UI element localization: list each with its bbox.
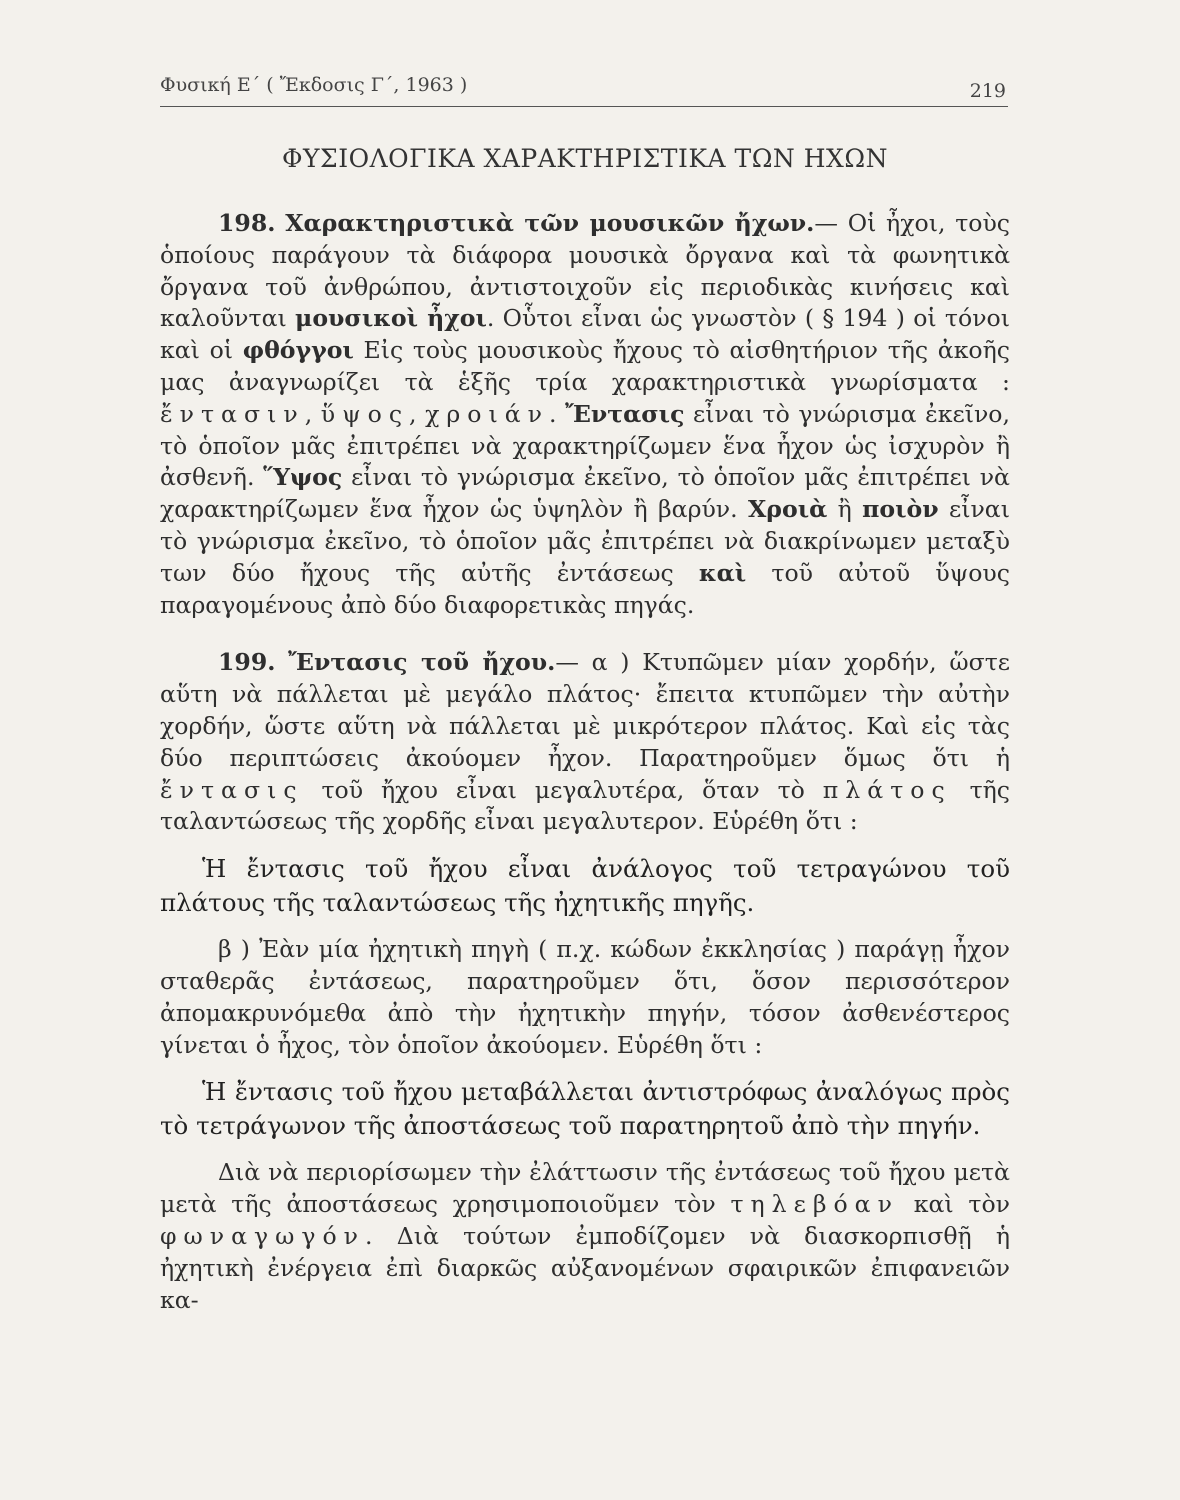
- spaced-term: ἔντασιν: [160, 399, 305, 428]
- running-title: Φυσική Ε΄ ( Ἔκδοσις Γ΄, 1963 ): [160, 74, 468, 96]
- text: ἢ: [827, 495, 863, 524]
- term: καὶ: [698, 558, 747, 587]
- term: Ὕψος: [263, 463, 343, 492]
- section-heading: Ἔντασις τοῦ ἤχου.: [288, 648, 556, 677]
- law-statement-distance: Ἡ ἔντασις τοῦ ἤχου μεταβάλλεται ἀντιστρόφως ἀναλόγως πρὸς τὸ τετράγωνον τῆς ἀποστάσεως τοῦ παρατηρητοῦ ἀπὸ τὴν πηγήν.: [160, 1077, 1010, 1141]
- spaced-term: ἔντασις: [160, 775, 304, 804]
- chapter-title: ΦΥΣΙΟΛΟΓΙΚΑ ΧΑΡΑΚΤΗΡΙΣΤΙΚΑ ΤΩΝ ΗΧΩΝ: [282, 144, 888, 173]
- term: φθόγγοι: [242, 336, 354, 365]
- text: — Οἱ ἦχοι, τοὺς ὁποίους παράγουν τὰ διάφορα μουσικὰ ὄργανα καὶ τὰ φωνητικὰ ὄργανα τοῦ ἀνθρώπου, ἀντιστοιχοῦν εἰς περιοδικὰς κινήσεις καὶ καλοῦνται: [160, 209, 1011, 333]
- law-statement-amplitude: Ἡ ἔντασις τοῦ ἤχου εἶναι ἀνάλογος τοῦ τετραγώνου τοῦ πλάτους τῆς ταλαντώσεως τῆς ἠχητικῆς πηγῆς.: [160, 854, 1010, 918]
- spaced-term: ὕψος: [320, 399, 410, 428]
- text: . Διὰ τούτων ἐμποδίζομεν νὰ διασκορπισθῇ ἡ ἠχητικὴ ἐνέργεια ἐπὶ διαρκῶς αὐξανομένων σφαιρικῶν ἐπιφανειῶν κα-: [160, 1221, 1010, 1314]
- text: τῆς ταλαντώσεως τῆς χορδῆς εἶναι μεγαλυτερον. Εὑρέθη ὅτι :: [160, 775, 1010, 836]
- section-number: 198.: [218, 209, 276, 237]
- page-number: 219: [969, 80, 1006, 102]
- text: εἶναι τὸ γνώρισμα ἐκεῖνο, τὸ ὁποῖον μᾶς ἐπιτρέπει νὰ διακρίνωμεν μεταξὺ των δύο ἤχους τῆς αὐτῆς ἐντάσεως: [160, 495, 1010, 587]
- spaced-term: πλάτος: [822, 775, 952, 804]
- text: — α ) Κτυπῶμεν μίαν χορδήν, ὥστε αὕτη νὰ πάλλεται μὲ μεγάλο πλάτος· ἔπειτα κτυπῶμεν τὴν αὐτὴν χορδήν, ὥστε αὕτη νὰ πάλλεται μὲ μικρότερον πλάτος. Καὶ εἰς τὰς δύο περιπτώσεις ἀκούομεν ἦχον. Παρατηροῦμεν ὅμως ὅτι ἡ: [160, 648, 1010, 772]
- section-198: [160, 208, 1010, 621]
- term: Ἔντασις: [565, 399, 685, 428]
- text: Διὰ νὰ περιορίσωμεν τὴν ἐλάττωσιν τῆς ἐντάσεως τοῦ ἤχου μετὰ μετὰ τῆς ἀποστάσεως χρησιμοποιοῦμεν τὸν: [160, 1158, 1010, 1219]
- running-header: [160, 66, 1008, 107]
- section-199-b: β ) Ἐὰν μία ἠχητικὴ πηγὴ ( π.χ. κώδων ἐκκλησίας ) παράγῃ ἦχον σταθερᾶς ἐντάσεως, παρατηροῦμεν ὅτι, ὅσον περισσότερον ἀπομακρυνόμεθα ἀπὸ τὴν ἠχητικὴν πηγήν, τόσον ἀσθενέστερος γίνεται ὁ ἦχος, τὸν ὁποῖον ἀκούομεν. Εὑρέθη ὅτι :: [160, 935, 1010, 1059]
- page-body: [160, 208, 1010, 1316]
- text: εἶναι τὸ γνώρισμα ἐκεῖνο, τὸ ὁποῖον μᾶς ἐπιτρέπει νὰ χαρακτηρίζωμεν ἕνα ἦχον ὡς ὑψηλὸν ἢ βαρύν.: [160, 463, 1010, 524]
- section-heading: Χαρακτηριστικὰ τῶν μουσικῶν ἤχων.: [285, 209, 815, 237]
- text: .: [549, 399, 566, 428]
- text: τοῦ αὐτοῦ ὕψους παραγομένους ἀπὸ δύο διαφορετικὰς πηγάς.: [160, 558, 1010, 619]
- section-number: 199.: [218, 648, 276, 677]
- text: Εἰς τοὺς μουσικοὺς ἤχους τὸ αἰσθητήριον τῆς ἀκοῆς μας ἀναγνωρίζει τὰ ἑξῆς τρία χαρακτηριστικὰ γνωρίσματα :: [160, 336, 1010, 396]
- spaced-term: τηλεβόαν: [730, 1190, 899, 1219]
- section-199-c: [160, 1157, 1010, 1316]
- text: καὶ τὸν: [898, 1190, 1010, 1219]
- spaced-term: χροιάν: [425, 399, 549, 428]
- text: ,: [304, 399, 321, 428]
- text: τοῦ ἤχου εἶναι μεγαλυτέρα, ὅταν τὸ: [303, 775, 823, 804]
- spaced-term: φωναγωγόν: [160, 1221, 366, 1250]
- section-199-a: [160, 647, 1010, 838]
- text: . Οὗτοι εἶναι ὡς γνωστὸν ( § 194 ) οἱ τόνοι καὶ οἱ: [160, 304, 1010, 365]
- term: Χροιὰ: [747, 495, 828, 524]
- text: εἶναι τὸ γνώρισμα ἐκεῖνο, τὸ ὁποῖον μᾶς ἐπιτρέπει νὰ χαρακτηρίζωμεν ἕνα ἦχον ὡς ἰσχυρὸν ἢ ἀσθενῆ.: [160, 399, 1011, 492]
- term: μουσικοὶ ἦχοι: [295, 304, 487, 333]
- term: ποιὸν: [862, 495, 939, 524]
- text: ,: [409, 399, 426, 428]
